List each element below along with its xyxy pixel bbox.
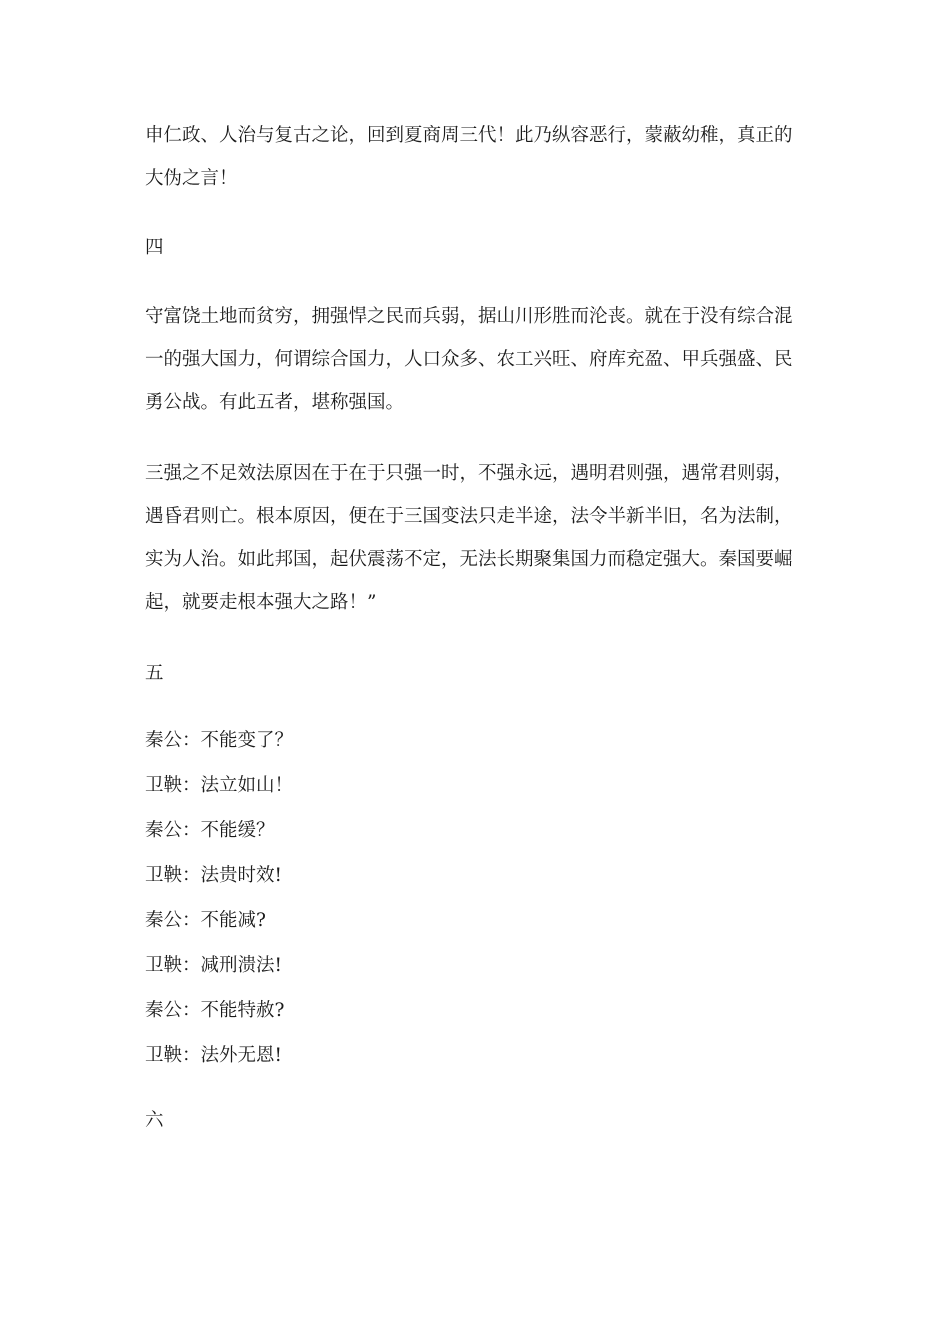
dialog-line: 秦公：不能特赦? xyxy=(145,1000,285,1021)
paragraph-3-line-2: 遇昏君则亡。根本原因，便在于三国变法只走半途，法令半新半旧，名为法制， xyxy=(145,506,793,527)
dialog-line: 秦公：不能减? xyxy=(145,910,266,931)
paragraph-3-line-3: 实为人治。如此邦国，起伏震荡不定，无法长期聚集国力而稳定强大。秦国要崛 xyxy=(145,549,793,570)
paragraph-2-line-1: 守富饶土地而贫穷，拥强悍之民而兵弱，据山川形胜而沦丧。就在于没有综合混 xyxy=(145,306,793,327)
paragraph-2-line-2: 一的强大国力，何谓综合国力，人口众多、农工兴旺、府库充盈、甲兵强盛、民 xyxy=(145,349,793,370)
dialog-line: 卫鞅：法贵时效! xyxy=(145,865,282,886)
paragraph-2-line-3: 勇公战。有此五者，堪称强国。 xyxy=(145,392,405,413)
paragraph-1-line-2: 大伪之言！ xyxy=(145,168,238,189)
section-heading-5: 五 xyxy=(145,663,164,684)
paragraph-2 xyxy=(145,295,810,424)
paragraph-1-line-1: 申仁政、人治与复古之论，回到夏商周三代！此乃纵容恶行，蒙蔽幼稚，真正的 xyxy=(145,125,793,146)
section-heading-6: 六 xyxy=(145,1110,164,1131)
dialog-line: 卫鞅：法外无恩! xyxy=(145,1045,282,1066)
dialog-line: 卫鞅：减刑溃法! xyxy=(145,955,282,976)
paragraph-1 xyxy=(145,114,810,200)
paragraph-3-line-4: 起，就要走根本强大之路！” xyxy=(145,592,377,613)
dialog-line: 秦公：不能缓？ xyxy=(145,820,275,841)
dialog-line: 秦公：不能变了？ xyxy=(145,730,294,751)
section-heading-4: 四 xyxy=(145,237,164,258)
paragraph-3-line-1: 三强之不足效法原因在于在于只强一时，不强永远，遇明君则强，遇常君则弱， xyxy=(145,463,793,484)
dialog-block xyxy=(145,718,810,1078)
paragraph-3 xyxy=(145,452,810,624)
dialog-line: 卫鞅：法立如山！ xyxy=(145,775,294,796)
